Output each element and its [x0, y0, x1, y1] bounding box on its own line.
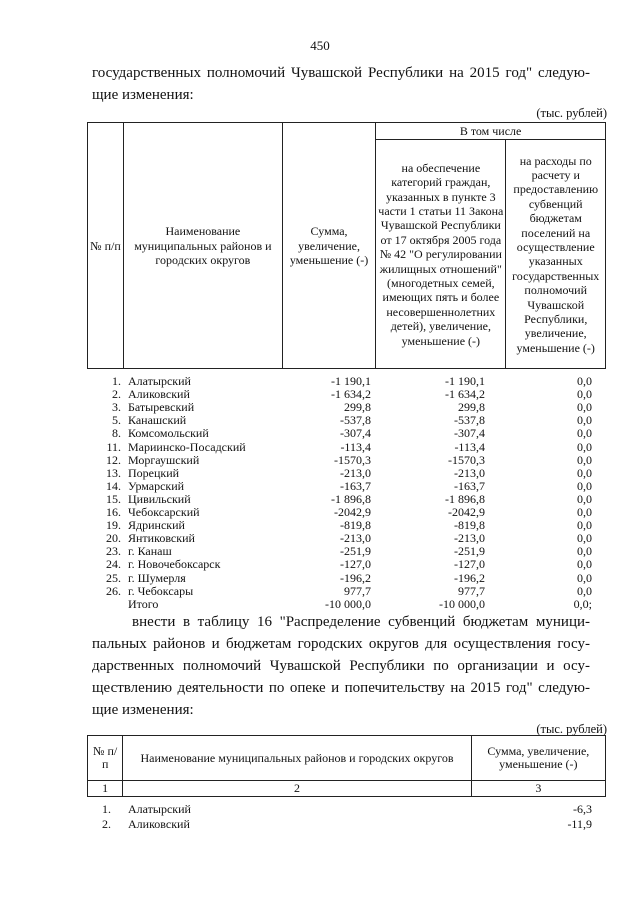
- row-value-a: -1570,3: [448, 452, 485, 467]
- table2-header: [87, 735, 606, 797]
- row-number: 13.: [106, 465, 121, 480]
- row-value-b: 0,0: [577, 478, 592, 493]
- t2-colnum: 2: [123, 781, 471, 797]
- row-number: 1.: [112, 374, 121, 388]
- intro-line: государственных полномочий Чувашской Республики на 2015 год" следую-: [92, 65, 590, 81]
- row-name: г. Новочебоксарск: [128, 557, 221, 572]
- row-name: Порецкий: [128, 465, 180, 480]
- t2-header-name: Наименование муниципальных районов и городских округов: [123, 736, 471, 781]
- row-value-b: 0,0: [577, 583, 592, 598]
- row-sum: 977,7: [344, 583, 371, 598]
- row-name: Итого: [128, 596, 159, 611]
- row-value-b: 0,0: [577, 531, 592, 546]
- row-name: Моргаушский: [128, 452, 200, 467]
- row-number: 11.: [106, 439, 121, 454]
- middle-line: ществлению деятельности по опеке и попечительству на 2015 год" следую-: [92, 680, 590, 696]
- row-value-a: -537,8: [454, 413, 485, 428]
- row-value-a: -113,4: [454, 439, 485, 454]
- row-number: 14.: [106, 478, 121, 493]
- row-value-b: 0,0: [577, 413, 592, 428]
- row-value-b: 0,0: [577, 491, 592, 506]
- row-sum: -1 634,2: [331, 387, 371, 402]
- row-sum: -819,8: [340, 518, 371, 533]
- middle-line: внести в таблицу 16 "Распределение субвенций бюджетам муници-: [132, 614, 590, 630]
- row-name: Аликовский: [128, 387, 190, 402]
- row-number: 3.: [112, 400, 121, 415]
- table1-unit: (тыс. рублей): [536, 106, 607, 120]
- row-sum: -537,8: [340, 413, 371, 428]
- row-value-b: 0,0: [577, 426, 592, 441]
- row-value-a: -163,7: [454, 478, 485, 493]
- row-name: Урмарский: [128, 478, 185, 493]
- row-name: Аликовский: [128, 817, 190, 831]
- table1-header: [87, 122, 606, 369]
- row-sum: -307,4: [340, 426, 371, 441]
- row-value-a: -819,8: [454, 518, 485, 533]
- row-number: 5.: [112, 413, 121, 428]
- row-name: Чебоксарский: [128, 505, 200, 519]
- row-name: Канашский: [128, 413, 187, 428]
- row-number: 12.: [106, 452, 121, 467]
- row-value-b: 0,0: [577, 505, 592, 519]
- row-sum: 299,8: [344, 400, 371, 415]
- row-name: Ядринский: [128, 518, 185, 533]
- header-col-b: на расходы по расчету и предоставлению субвенций бюджетам поселений на осуществление указанных государственных полномочий Чувашской Республики, увеличение, уменьшение (-): [506, 140, 606, 369]
- row-number: 16.: [106, 505, 121, 519]
- t2-colnum: 3: [471, 781, 605, 797]
- row-name: Алатырский: [128, 374, 191, 388]
- row-number: 25.: [106, 570, 121, 585]
- t2-colnum: 1: [88, 781, 123, 797]
- row-value-b: 0,0: [577, 452, 592, 467]
- table2-unit: (тыс. рублей): [536, 722, 607, 736]
- row-value-a: 977,7: [458, 583, 485, 598]
- row-value-a: 299,8: [458, 400, 485, 415]
- row-sum: -1 190,1: [331, 374, 371, 388]
- row-value-b: 0,0: [577, 557, 592, 572]
- t2-header-sum: Сумма, увеличение, уменьшение (-): [471, 736, 605, 781]
- row-name: Алатырский: [128, 802, 191, 816]
- row-value-a: -1 190,1: [445, 374, 485, 388]
- row-name: Комсомольский: [128, 426, 209, 441]
- header-sum: Сумма, увеличение, уменьшение (-): [282, 123, 375, 369]
- middle-line: дарственных полномочий Чувашской Республики по организации и осу-: [92, 658, 590, 674]
- row-value-a: -127,0: [454, 557, 485, 572]
- row-value-a: -10 000,0: [439, 596, 485, 611]
- row-value-a: -1 896,8: [445, 491, 485, 506]
- row-name: Цивильский: [128, 491, 191, 506]
- row-value-b: 0,0: [577, 570, 592, 585]
- row-value-a: -196,2: [454, 570, 485, 585]
- row-sum: -213,0: [340, 531, 371, 546]
- row-sum: -163,7: [340, 478, 371, 493]
- row-number: 19.: [106, 518, 121, 533]
- t2-header-num: № п/п: [88, 736, 123, 781]
- row-value-a: -213,0: [454, 465, 485, 480]
- row-sum: -196,2: [340, 570, 371, 585]
- row-value-b: 0,0: [577, 518, 592, 533]
- row-number: 20.: [106, 531, 121, 546]
- row-number: 1.: [102, 802, 111, 816]
- row-sum: -6,3: [573, 802, 592, 816]
- row-value-a: -307,4: [454, 426, 485, 441]
- row-number: 24.: [106, 557, 121, 572]
- row-sum: -127,0: [340, 557, 371, 572]
- header-including: В том числе: [376, 123, 606, 140]
- row-sum: -2042,9: [334, 505, 371, 519]
- middle-paragraph: [92, 611, 590, 721]
- row-number: 2.: [102, 817, 111, 831]
- row-value-b: 0,0: [577, 544, 592, 559]
- row-value-b: 0,0: [577, 465, 592, 480]
- row-name: г. Канаш: [128, 544, 172, 559]
- row-name: Батыревский: [128, 400, 195, 415]
- row-number: 23.: [106, 544, 121, 559]
- header-name: Наименование муниципальных районов и городских округов: [123, 123, 282, 369]
- middle-line: пальных районов и бюджетам городских округов для осуществления госу-: [92, 636, 590, 652]
- row-number: 8.: [112, 426, 121, 441]
- row-name: г. Чебоксары: [128, 583, 194, 598]
- row-name: г. Шумерля: [128, 570, 186, 585]
- row-number: 2.: [112, 387, 121, 402]
- row-sum: -113,4: [340, 439, 371, 454]
- row-value-b: 0,0: [577, 374, 592, 388]
- row-name: Мариинско-Посадский: [128, 439, 246, 454]
- header-num: № п/п: [88, 123, 124, 369]
- header-col-a: на обеспечение категорий граждан, указанных в пункте 3 части 1 статьи 11 Закона Чувашской Республики от 17 октября 2005 года № 42 "О регулировании жилищных отношений" (многодетных семей, имеющих пять и более несовершеннолетних детей), увеличение, уменьшение (-): [376, 140, 506, 369]
- row-value-a: -1 634,2: [445, 387, 485, 402]
- intro-line: щие изменения:: [92, 87, 194, 103]
- row-number: 26.: [106, 583, 121, 598]
- page-number: 450: [310, 38, 330, 53]
- row-number: 15.: [106, 491, 121, 506]
- row-sum: -251,9: [340, 544, 371, 559]
- middle-line: щие изменения:: [92, 702, 194, 718]
- row-sum: -10 000,0: [325, 596, 371, 611]
- intro-paragraph: [92, 62, 590, 106]
- row-value-a: -213,0: [454, 531, 485, 546]
- row-value-b: 0,0;: [573, 596, 592, 611]
- row-sum: -1570,3: [334, 452, 371, 467]
- row-value-b: 0,0: [577, 387, 592, 402]
- row-value-b: 0,0: [577, 400, 592, 415]
- row-value-a: -2042,9: [448, 505, 485, 519]
- row-value-b: 0,0: [577, 439, 592, 454]
- row-value-a: -251,9: [454, 544, 485, 559]
- row-sum: -1 896,8: [331, 491, 371, 506]
- row-sum: -11,9: [567, 817, 592, 831]
- row-name: Янтиковский: [128, 531, 195, 546]
- row-sum: -213,0: [340, 465, 371, 480]
